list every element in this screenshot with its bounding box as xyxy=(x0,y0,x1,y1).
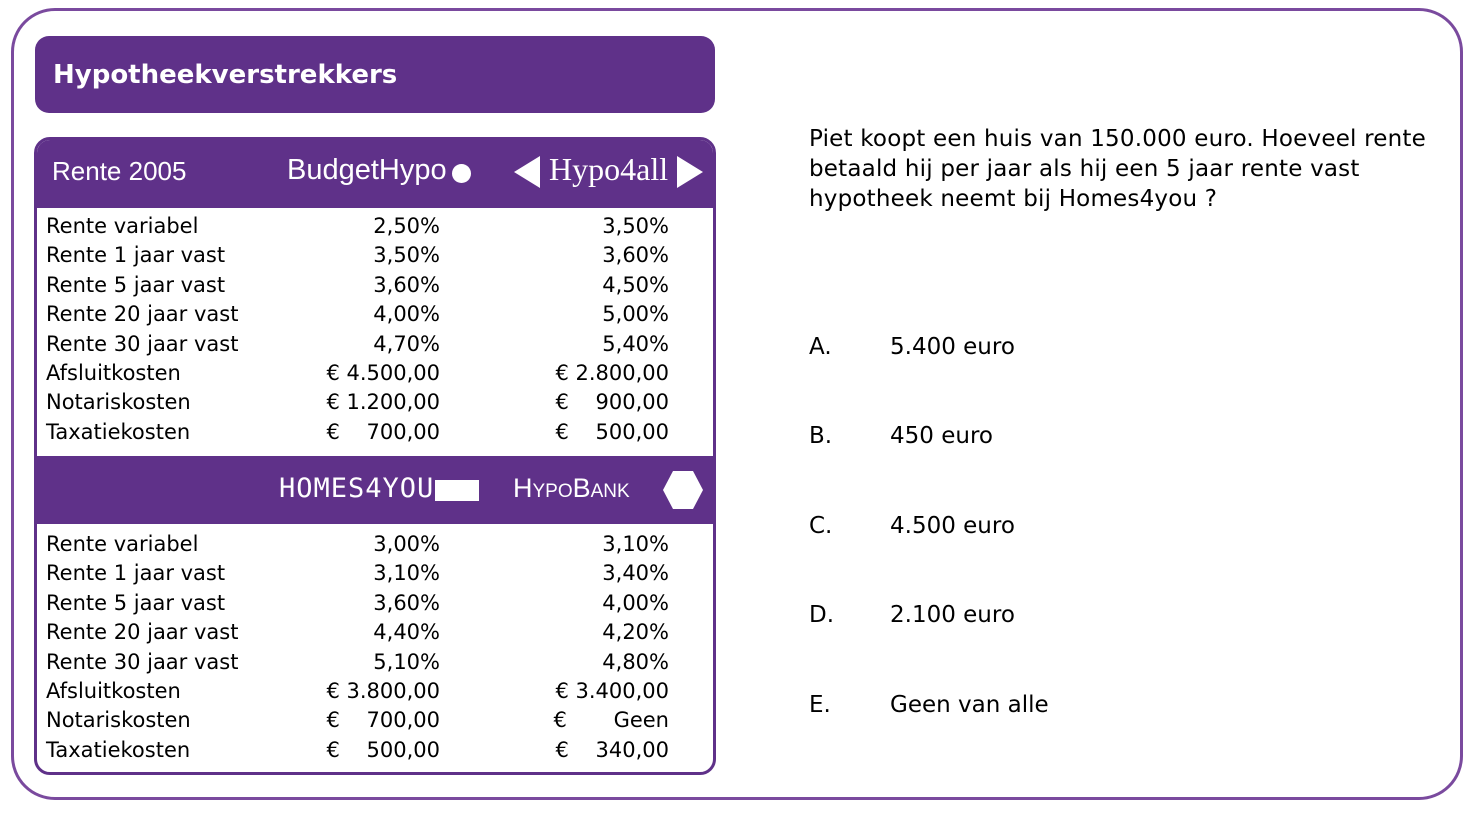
table-row xyxy=(37,736,713,765)
value-col-1: 3,50% xyxy=(373,243,440,268)
table-row xyxy=(37,530,713,559)
table-header-bottom xyxy=(37,456,713,524)
row-label: Rente 30 jaar vast xyxy=(46,331,239,356)
table-row xyxy=(37,418,713,447)
budgethypo-logo: BudgetHypo xyxy=(287,154,447,186)
value-col-1: 2,50% xyxy=(373,214,440,238)
row-label: Rente 5 jaar vast xyxy=(46,272,226,297)
row-label: Taxatiekosten xyxy=(46,419,191,444)
table-row xyxy=(37,212,713,241)
table-row xyxy=(37,359,713,388)
answer-letter: C. xyxy=(809,513,833,539)
question-text: Piet koopt een huis van 150.000 euro. Hoeveel rente betaald hij per jaar als hij een 5 jaar rente vast hypotheek neemt bij Homes4you ? xyxy=(809,126,1426,212)
row-label: Afsluitkosten xyxy=(46,678,181,703)
table-row xyxy=(37,330,713,359)
table-row xyxy=(37,300,713,329)
value-col-1: 5,10% xyxy=(373,649,440,674)
hypo4all-logo: Hypo4all xyxy=(549,151,669,187)
row-label: Rente 5 jaar vast xyxy=(46,590,226,615)
mortgage-table xyxy=(34,137,716,775)
value-col-1: 3,00% xyxy=(373,532,440,556)
value-col-2: 4,20% xyxy=(602,620,669,645)
answer-text: 2.100 euro xyxy=(890,602,1015,628)
answer-text: 450 euro xyxy=(890,423,993,449)
value-col-1: € 1.200,00 xyxy=(326,390,440,415)
value-col-1: 4,00% xyxy=(373,302,440,327)
homes4you-logo: HOMES4YOU xyxy=(279,473,435,504)
value-col-2: 3,60% xyxy=(602,243,669,268)
table-row xyxy=(37,706,713,735)
value-col-1: € 3.800,00 xyxy=(326,678,440,703)
row-label: Notariskosten xyxy=(46,708,191,733)
value-col-2: € 900,00 xyxy=(555,390,669,415)
row-label: Rente 20 jaar vast xyxy=(46,620,239,645)
value-col-2: € 500,00 xyxy=(555,419,669,444)
rows-bottom xyxy=(37,530,713,765)
value-col-2: 3,50% xyxy=(602,214,669,238)
value-col-1: € 700,00 xyxy=(326,708,440,733)
row-label: Rente 1 jaar vast xyxy=(46,561,226,586)
value-col-2: 5,00% xyxy=(602,302,669,327)
answer-text: 5.400 euro xyxy=(890,334,1015,360)
row-label: Afsluitkosten xyxy=(46,360,181,385)
value-col-1: 3,60% xyxy=(373,272,440,297)
answer-letter: B. xyxy=(809,423,833,449)
row-label: Notariskosten xyxy=(46,390,191,415)
row-label: Taxatiekosten xyxy=(46,737,191,762)
table-row xyxy=(37,648,713,677)
hypobank-logo: HypoBank xyxy=(513,473,630,503)
table-row xyxy=(37,241,713,270)
value-col-2: € 3.400,00 xyxy=(555,678,669,703)
value-col-2: € 340,00 xyxy=(555,737,669,762)
dot-icon xyxy=(452,164,471,183)
value-col-1: 3,60% xyxy=(373,590,440,615)
rente-year-label: Rente 2005 xyxy=(52,156,187,186)
arrow-left-icon xyxy=(514,156,540,188)
table-header-top xyxy=(37,140,713,208)
value-col-2: 3,40% xyxy=(602,561,669,586)
row-label: Rente 20 jaar vast xyxy=(46,302,239,327)
value-col-2: 4,80% xyxy=(602,649,669,674)
value-col-2: 4,50% xyxy=(602,272,669,297)
rows-top xyxy=(37,212,713,447)
row-label: Rente variabel xyxy=(46,532,199,556)
value-col-1: € 500,00 xyxy=(326,737,440,762)
value-col-1: 4,70% xyxy=(373,331,440,356)
table-row xyxy=(37,677,713,706)
hexagon-icon xyxy=(663,471,703,509)
answer-text: Geen van alle xyxy=(890,692,1049,718)
value-col-1: € 4.500,00 xyxy=(326,360,440,385)
value-col-2: € Geen xyxy=(553,708,669,733)
row-label: Rente variabel xyxy=(46,214,199,238)
value-col-1: 4,40% xyxy=(373,620,440,645)
bar-icon xyxy=(435,480,479,501)
arrow-right-icon xyxy=(677,156,703,188)
table-row xyxy=(37,559,713,588)
table-row xyxy=(37,589,713,618)
answer-letter: D. xyxy=(809,602,835,628)
table-row xyxy=(37,618,713,647)
answer-text: 4.500 euro xyxy=(890,513,1015,539)
table-row xyxy=(37,388,713,417)
row-label: Rente 1 jaar vast xyxy=(46,243,226,268)
value-col-2: 3,10% xyxy=(602,532,669,556)
answer-letter: A. xyxy=(809,334,832,360)
value-col-1: 3,10% xyxy=(373,561,440,586)
answer-letter: E. xyxy=(809,692,831,718)
page-title: Hypotheekverstrekkers xyxy=(53,59,398,90)
value-col-2: 4,00% xyxy=(602,590,669,615)
title-bar xyxy=(35,36,715,113)
value-col-2: € 2.800,00 xyxy=(555,360,669,385)
row-label: Rente 30 jaar vast xyxy=(46,649,239,674)
value-col-2: 5,40% xyxy=(602,331,669,356)
value-col-1: € 700,00 xyxy=(326,419,440,444)
table-row xyxy=(37,271,713,300)
